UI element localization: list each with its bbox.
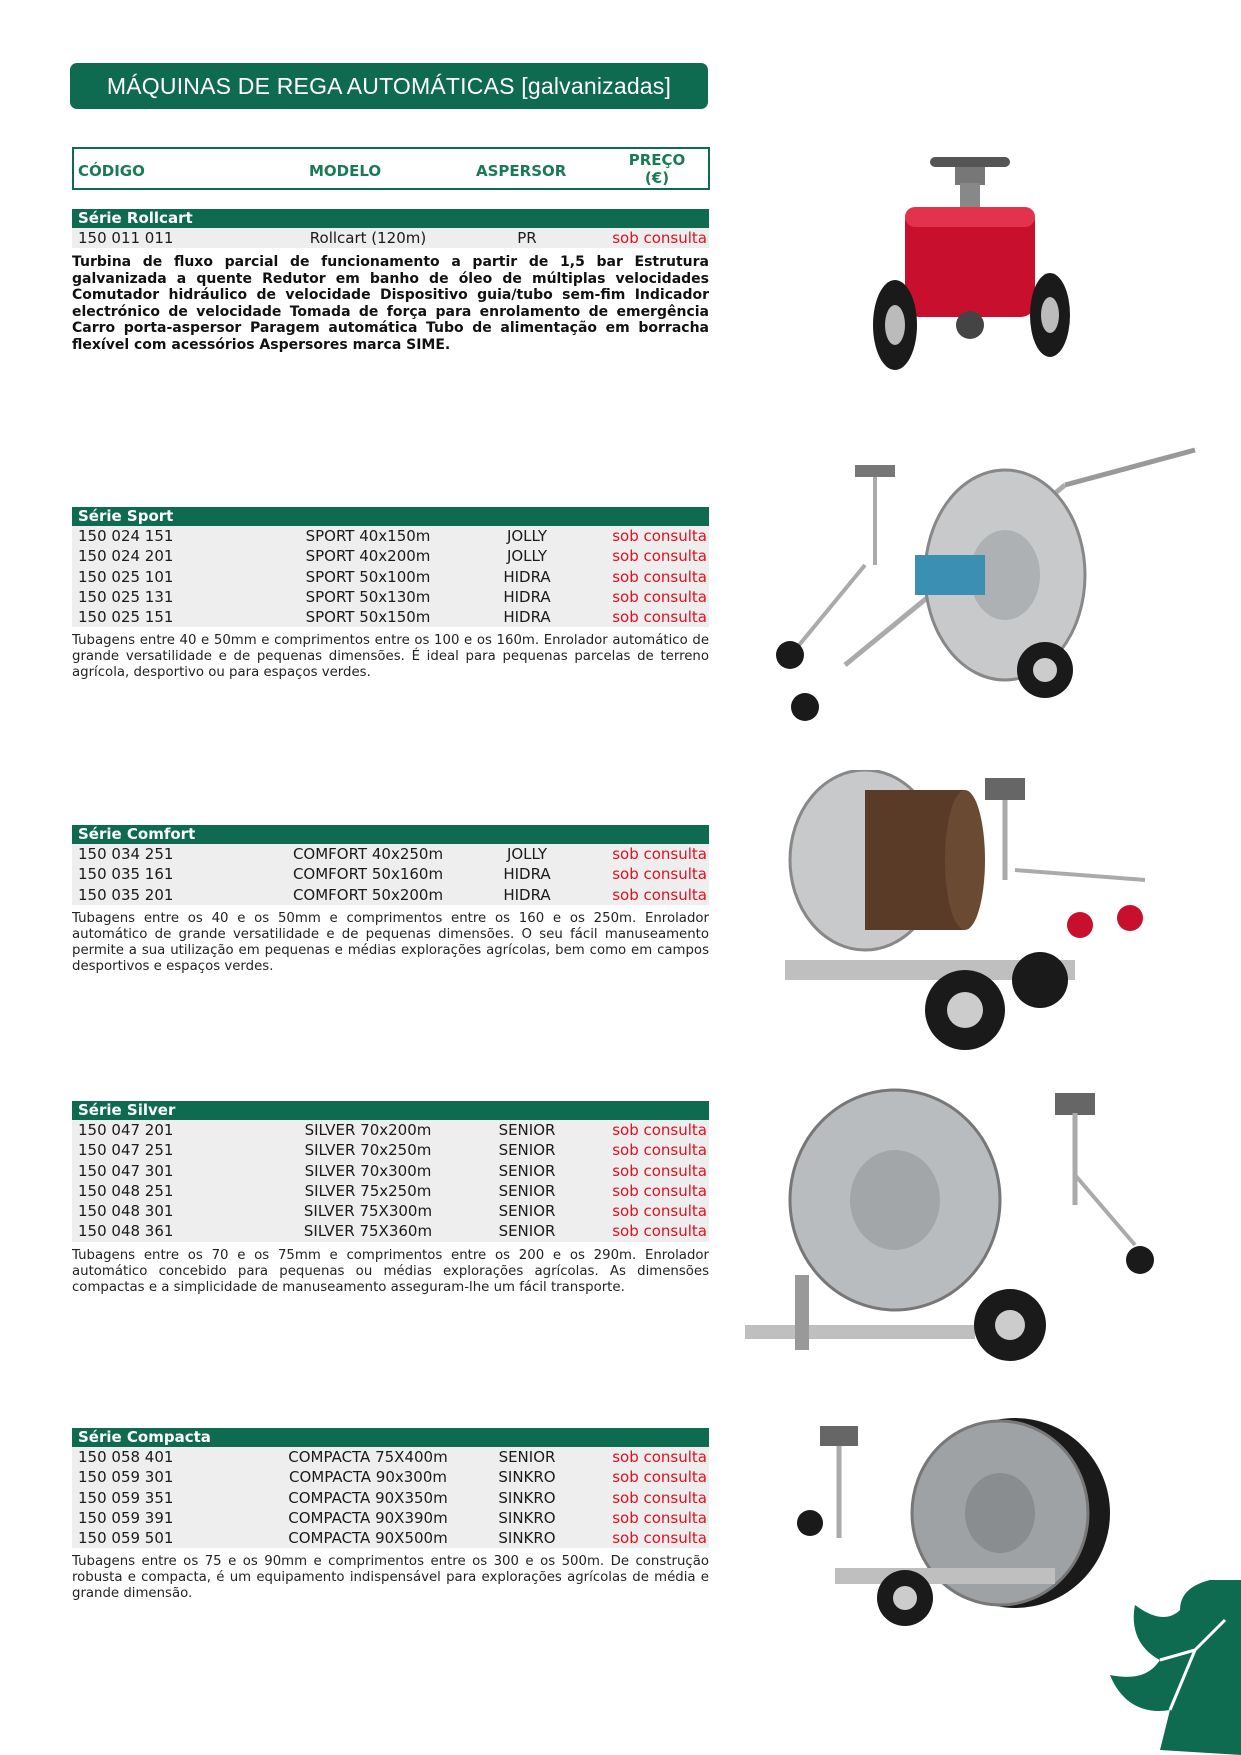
series-rollcart: [72, 209, 709, 353]
row-model: COMPACTA 90X390m: [288, 1508, 448, 1527]
row-sprinkler: SINKRO: [498, 1488, 556, 1507]
series-description: Tubagens entre os 75 e os 90mm e comprimentos entre os 300 e os 500m. De construção robusta e compacta, é um equipamento indispensável para explorações agrícolas de média e grande dimensão.: [72, 1554, 709, 1602]
row-model: SILVER 70x300m: [304, 1161, 432, 1180]
series-description: Tubagens entre os 40 e os 50mm e comprimentos entre os 160 e os 250m. Enrolador automático de grande versatilidade e de pequenas dimensões. O seu fácil manuseamento permite a sua utilização em pequenas e médias explorações agrícolas, bem como em campos desportivos e espaços verdes.: [72, 910, 709, 974]
series-sport: [72, 507, 709, 681]
row-price: sob consulta: [612, 885, 707, 904]
row-model: SILVER 70x200m: [304, 1121, 432, 1139]
row-sprinkler: JOLLY: [506, 845, 548, 863]
row-sprinkler: HIDRA: [503, 865, 551, 884]
table-row: [72, 1140, 709, 1160]
series-rows: [72, 1120, 709, 1242]
series-comfort: [72, 825, 709, 975]
table-row: [72, 587, 709, 607]
table-row: [72, 1201, 709, 1221]
rollcart-machine-image: [860, 155, 1080, 380]
table-row: [72, 1181, 709, 1201]
row-code: 150 048 361: [78, 1222, 174, 1241]
series-compacta: [72, 1428, 709, 1602]
row-model: COMPACTA 90x300m: [288, 1468, 447, 1487]
column-price-line1: PREÇO: [628, 151, 686, 169]
series-description: Turbina de fluxo parcial de funcionamento a partir de 1,5 bar Estrutura galvanizada a quente Redutor em banho de óleo de múltiplas velocidades Comutador hidráulico de velocidade Dispositivo guia/tubo sem-fim Indicador electrónico de velocidade Tomada de força para enrolamento de emergência Carro porta-aspersor Paragem automática Tubo de alimentação em borracha flexível com acessórios Aspersores marca SIME.: [72, 254, 709, 353]
row-sprinkler: PR: [517, 229, 537, 247]
row-price: sob consulta: [612, 1508, 707, 1527]
row-model: COMPACTA 90X500m: [288, 1529, 448, 1548]
table-row: [72, 1221, 709, 1241]
column-code: CÓDIGO: [78, 162, 145, 180]
row-code: 150 048 301: [78, 1202, 174, 1221]
row-price: sob consulta: [612, 1161, 707, 1180]
series-rows: [72, 1447, 709, 1548]
row-model: SILVER 75X300m: [303, 1202, 433, 1221]
sport-machine-image: [765, 445, 1205, 725]
row-price: sob consulta: [612, 1529, 707, 1548]
row-code: 150 025 151: [78, 608, 174, 627]
row-price: sob consulta: [612, 608, 707, 627]
row-code: 150 059 301: [78, 1468, 174, 1487]
row-sprinkler: HIDRA: [503, 608, 551, 627]
table-row: [72, 885, 709, 905]
row-code: 150 059 501: [78, 1529, 174, 1548]
row-sprinkler: HIDRA: [503, 567, 551, 586]
row-price: sob consulta: [612, 547, 707, 566]
row-code: 150 035 201: [78, 885, 174, 904]
series-title: Série Sport: [72, 507, 709, 526]
row-price: sob consulta: [612, 1468, 707, 1487]
table-row: [72, 1528, 709, 1548]
row-price: sob consulta: [612, 1202, 707, 1221]
row-sprinkler: SENIOR: [498, 1181, 556, 1200]
row-sprinkler: SENIOR: [498, 1202, 556, 1221]
row-sprinkler: SENIOR: [498, 1448, 556, 1466]
row-sprinkler: SINKRO: [498, 1529, 556, 1548]
table-column-header: [72, 147, 710, 190]
series-title: Série Compacta: [72, 1428, 709, 1447]
row-code: 150 025 131: [78, 587, 174, 606]
row-model: SILVER 75x250m: [304, 1181, 432, 1200]
table-row: [72, 1467, 709, 1487]
row-model: SPORT 40x150m: [305, 527, 431, 545]
row-code: 150 035 161: [78, 865, 174, 884]
row-price: sob consulta: [612, 1448, 707, 1466]
row-model: SPORT 40x200m: [305, 547, 431, 566]
table-row: [72, 1508, 709, 1528]
row-model: COMPACTA 90X350m: [288, 1488, 448, 1507]
series-title: Série Comfort: [72, 825, 709, 844]
row-price: sob consulta: [612, 1141, 707, 1160]
row-model: SILVER 75X360m: [303, 1222, 433, 1241]
table-row: [72, 844, 709, 864]
row-price: sob consulta: [612, 1181, 707, 1200]
series-silver: [72, 1101, 709, 1296]
row-sprinkler: SINKRO: [498, 1508, 556, 1527]
column-model: MODELO: [309, 162, 382, 180]
row-code: 150 011 011: [78, 229, 174, 247]
row-model: SPORT 50x130m: [305, 587, 431, 606]
row-sprinkler: SENIOR: [498, 1121, 556, 1139]
row-price: sob consulta: [612, 1488, 707, 1507]
column-sprinkler: ASPERSOR: [476, 162, 567, 180]
row-model: COMFORT 40x250m: [292, 845, 444, 863]
table-row: [72, 1447, 709, 1467]
row-sprinkler: SINKRO: [498, 1468, 556, 1487]
row-code: 150 047 301: [78, 1161, 174, 1180]
row-price: sob consulta: [612, 1222, 707, 1241]
row-model: Rollcart (120m): [309, 229, 427, 247]
row-model: COMFORT 50x200m: [292, 885, 444, 904]
row-code: 150 025 101: [78, 567, 174, 586]
row-sprinkler: HIDRA: [503, 587, 551, 606]
row-code: 150 047 201: [78, 1121, 174, 1139]
row-model: SILVER 70x250m: [304, 1141, 432, 1160]
row-model: COMFORT 50x160m: [292, 865, 444, 884]
row-price: sob consulta: [612, 845, 707, 863]
row-code: 150 047 251: [78, 1141, 174, 1160]
series-title: Série Rollcart: [72, 209, 709, 228]
row-sprinkler: SENIOR: [498, 1222, 556, 1241]
table-row: [72, 567, 709, 587]
table-row: [72, 546, 709, 566]
row-code: 150 024 201: [78, 547, 174, 566]
series-rows: [72, 526, 709, 627]
row-sprinkler: SENIOR: [498, 1141, 556, 1160]
page-title: MÁQUINAS DE REGA AUTOMÁTICAS [galvanizadas]: [70, 63, 708, 109]
table-row: [72, 1161, 709, 1181]
row-sprinkler: JOLLY: [506, 547, 548, 566]
row-price: sob consulta: [612, 1121, 707, 1139]
row-code: 150 059 391: [78, 1508, 174, 1527]
row-sprinkler: JOLLY: [506, 527, 548, 545]
series-description: Tubagens entre 40 e 50mm e comprimentos entre os 100 e os 160m. Enrolador automático de grande versatilidade e de pequenas dimensões. É ideal para pequenas parcelas de terreno agrícola, desportivo ou para espaços verdes.: [72, 633, 709, 681]
column-price-line2: (€): [644, 169, 670, 187]
table-row: [72, 526, 709, 546]
row-code: 150 034 251: [78, 845, 174, 863]
series-rows: [72, 228, 709, 248]
comfort-machine-image: [765, 770, 1155, 1055]
row-code: 150 024 151: [78, 527, 174, 545]
table-row: [72, 228, 709, 248]
table-row: [72, 607, 709, 627]
table-row: [72, 864, 709, 884]
row-price: sob consulta: [612, 865, 707, 884]
row-code: 150 058 401: [78, 1448, 174, 1466]
row-model: SPORT 50x100m: [305, 567, 431, 586]
row-code: 150 048 251: [78, 1181, 174, 1200]
silver-machine-image: [745, 1085, 1155, 1375]
row-model: SPORT 50x150m: [305, 608, 431, 627]
row-price: sob consulta: [612, 229, 707, 247]
row-code: 150 059 351: [78, 1488, 174, 1507]
table-row: [72, 1488, 709, 1508]
table-row: [72, 1120, 709, 1140]
row-price: sob consulta: [612, 567, 707, 586]
series-rows: [72, 844, 709, 905]
series-description: Tubagens entre os 70 e os 75mm e comprimentos entre os 200 e os 290m. Enrolador automático concebido para pequenas ou médias explorações agrícolas. As dimensões compactas e a simplicidade de manuseamento asseguram-lhe um fácil transporte.: [72, 1247, 709, 1295]
row-price: sob consulta: [612, 527, 707, 545]
row-sprinkler: SENIOR: [498, 1161, 556, 1180]
row-sprinkler: HIDRA: [503, 885, 551, 904]
series-title: Série Silver: [72, 1101, 709, 1120]
row-model: COMPACTA 75X400m: [288, 1448, 448, 1466]
compacta-machine-image: [795, 1418, 1125, 1630]
leaf-decoration-icon: [1100, 1580, 1241, 1755]
column-price: [612, 151, 702, 187]
row-price: sob consulta: [612, 587, 707, 606]
